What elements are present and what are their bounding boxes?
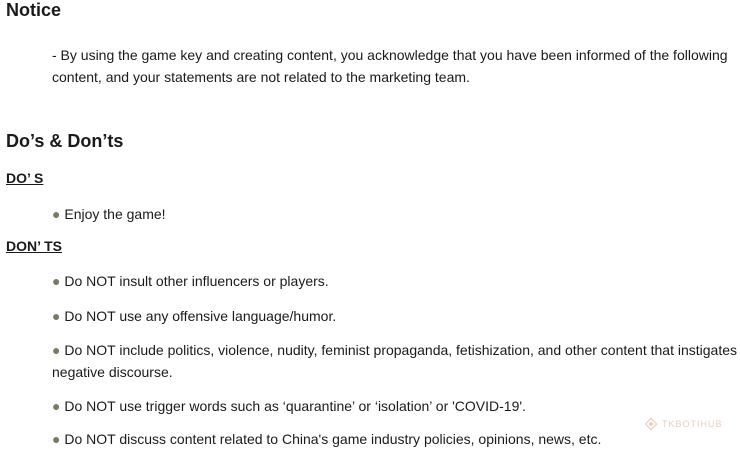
dos-subheading: DO’ S	[6, 170, 44, 186]
donts-item-text: Do NOT include politics, violence, nudity, feminist propaganda, fetishization, and other content that instigates negative discourse.	[52, 342, 738, 380]
donts-item-text: Do NOT use trigger words such as ‘quarantine’ or ‘isolation’ or 'COVID-19'.	[64, 398, 526, 414]
bullet-icon: ●	[52, 206, 61, 222]
watermark	[644, 417, 723, 431]
bullet-icon: ●	[52, 308, 61, 324]
bullet-icon: ●	[52, 398, 61, 414]
donts-item-text: Do NOT use any offensive language/humor.	[64, 308, 337, 324]
donts-item-text: Do NOT discuss content related to China's game industry policies, opinions, news, etc.	[64, 431, 602, 447]
donts-list-item	[52, 305, 740, 327]
bullet-icon: ●	[52, 342, 61, 358]
dos-item-text: Enjoy the game!	[64, 206, 166, 222]
bullet-icon: ●	[52, 431, 61, 447]
donts-list-item	[52, 395, 740, 417]
donts-subheading: DON’ TS	[6, 238, 63, 254]
dos-list-item	[52, 203, 740, 225]
donts-list-item	[52, 270, 740, 292]
donts-list-item	[52, 339, 740, 383]
bullet-icon: ●	[52, 273, 61, 289]
diamond-logo-icon	[644, 417, 658, 431]
donts-item-text: Do NOT insult other influencers or players.	[64, 273, 329, 289]
notice-heading: Notice	[6, 0, 62, 20]
notice-paragraph: - By using the game key and creating content, you acknowledge that you have been informed of the following content, and your statements are not related to the marketing team.	[52, 47, 728, 85]
watermark-text: TKBOTIHUB	[662, 419, 723, 429]
dos-donts-heading: Do’s & Don’ts	[6, 131, 124, 151]
donts-list-item	[52, 428, 740, 450]
